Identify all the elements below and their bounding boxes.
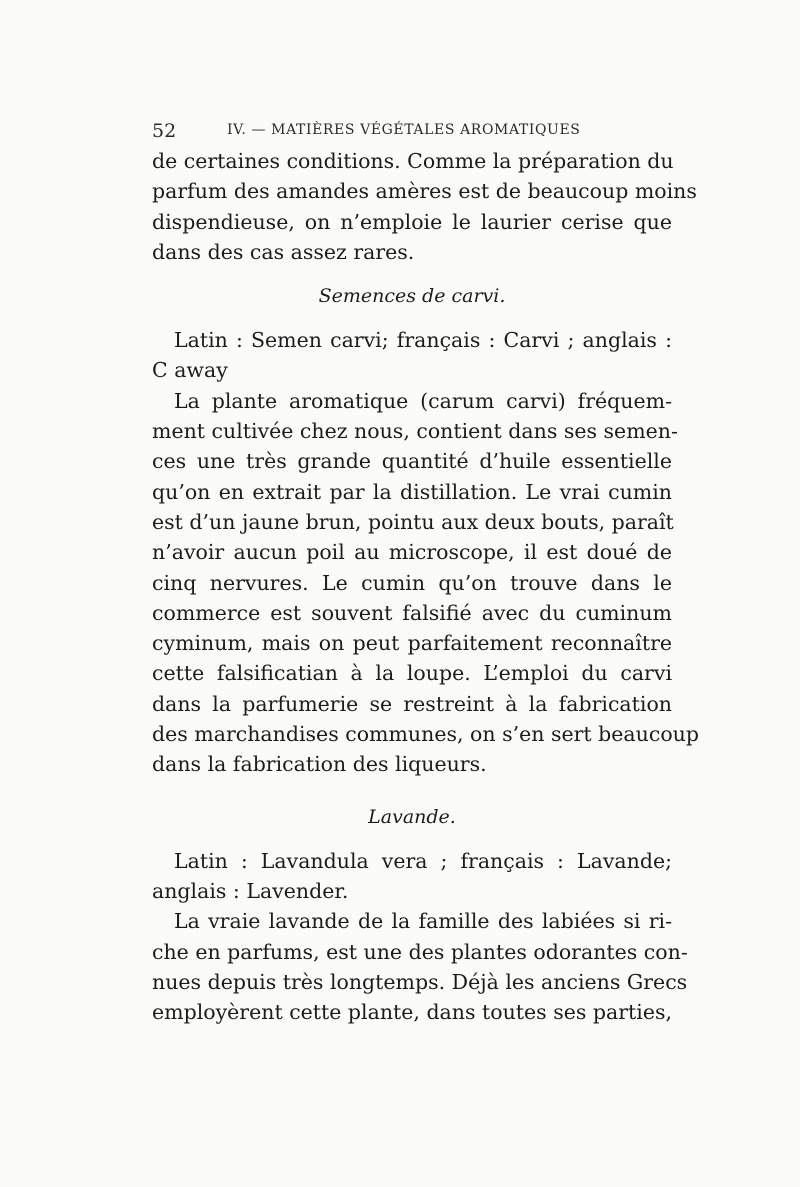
text-line: est d’un jaune brun, pointu aux deux bouts, paraît bbox=[152, 509, 674, 534]
text-line: dans la parfumerie se restreint à la fabrication bbox=[152, 691, 672, 716]
text-line: dispendieuse, on n’emploie le laurier cerise que bbox=[152, 209, 672, 234]
text-line: parfum des amandes amères est de beaucoup moins bbox=[152, 179, 697, 204]
text-line: commerce est souvent falsifié avec du cuminum bbox=[152, 600, 672, 625]
text-line: de certaines conditions. Comme la préparation du bbox=[152, 149, 674, 173]
text-line: Latin : Semen carvi; français : Carvi ; anglais : bbox=[174, 328, 672, 353]
page-number: 52 bbox=[152, 120, 177, 142]
text-line: cinq nervures. Le cumin qu’on trouve dans le bbox=[152, 570, 672, 595]
book-page bbox=[152, 112, 700, 1027]
paragraph-lavande bbox=[152, 906, 688, 1027]
text-line: ment cultivée chez nous, contient dans ses semen- bbox=[152, 419, 678, 444]
text-line: des marchandises communes, on s’en sert beaucoup bbox=[152, 722, 700, 747]
text-line: cette falsificatian à la loupe. L’emploi du carvi bbox=[152, 661, 672, 686]
names-lavande bbox=[152, 846, 672, 907]
text-line: cyminum, mais on peut parfaitement reconnaître bbox=[152, 631, 672, 656]
text-line: ces une très grande quantité d’huile essentielle bbox=[152, 449, 672, 474]
text-line: La vraie lavande de la famille des labiées si ri- bbox=[174, 909, 672, 934]
section-heading-carvi: Semences de carvi. bbox=[318, 285, 506, 308]
section-heading-lavande: Lavande. bbox=[368, 805, 456, 828]
text-line: C away bbox=[152, 358, 228, 383]
paragraph-laurier bbox=[152, 146, 697, 267]
text-line: La plante aromatique (carum carvi) fréquem- bbox=[174, 388, 672, 413]
text-line: qu’on en extrait par la distillation. Le vrai cumin bbox=[152, 479, 672, 504]
running-title: IV. — MATIÈRES VÉGÉTALES AROMATIQUES bbox=[227, 122, 581, 138]
text-line: anglais : Lavender. bbox=[152, 878, 349, 903]
text-line: che en parfums, est une des plantes odorantes con- bbox=[152, 939, 688, 964]
text-line: dans la fabrication des liqueurs. bbox=[152, 752, 487, 777]
paragraph-carvi bbox=[152, 386, 700, 780]
text-line: employèrent cette plante, dans toutes ses parties, bbox=[152, 1000, 673, 1025]
text-line: dans des cas assez rares. bbox=[152, 239, 415, 264]
text-line: Latin : Lavandula vera ; français : Lavande; bbox=[174, 848, 672, 873]
names-carvi bbox=[152, 325, 672, 386]
running-head bbox=[152, 112, 672, 146]
text-line: nues depuis très longtemps. Déjà les anciens Grecs bbox=[152, 969, 688, 994]
text-line: n’avoir aucun poil au microscope, il est doué de bbox=[152, 540, 672, 565]
